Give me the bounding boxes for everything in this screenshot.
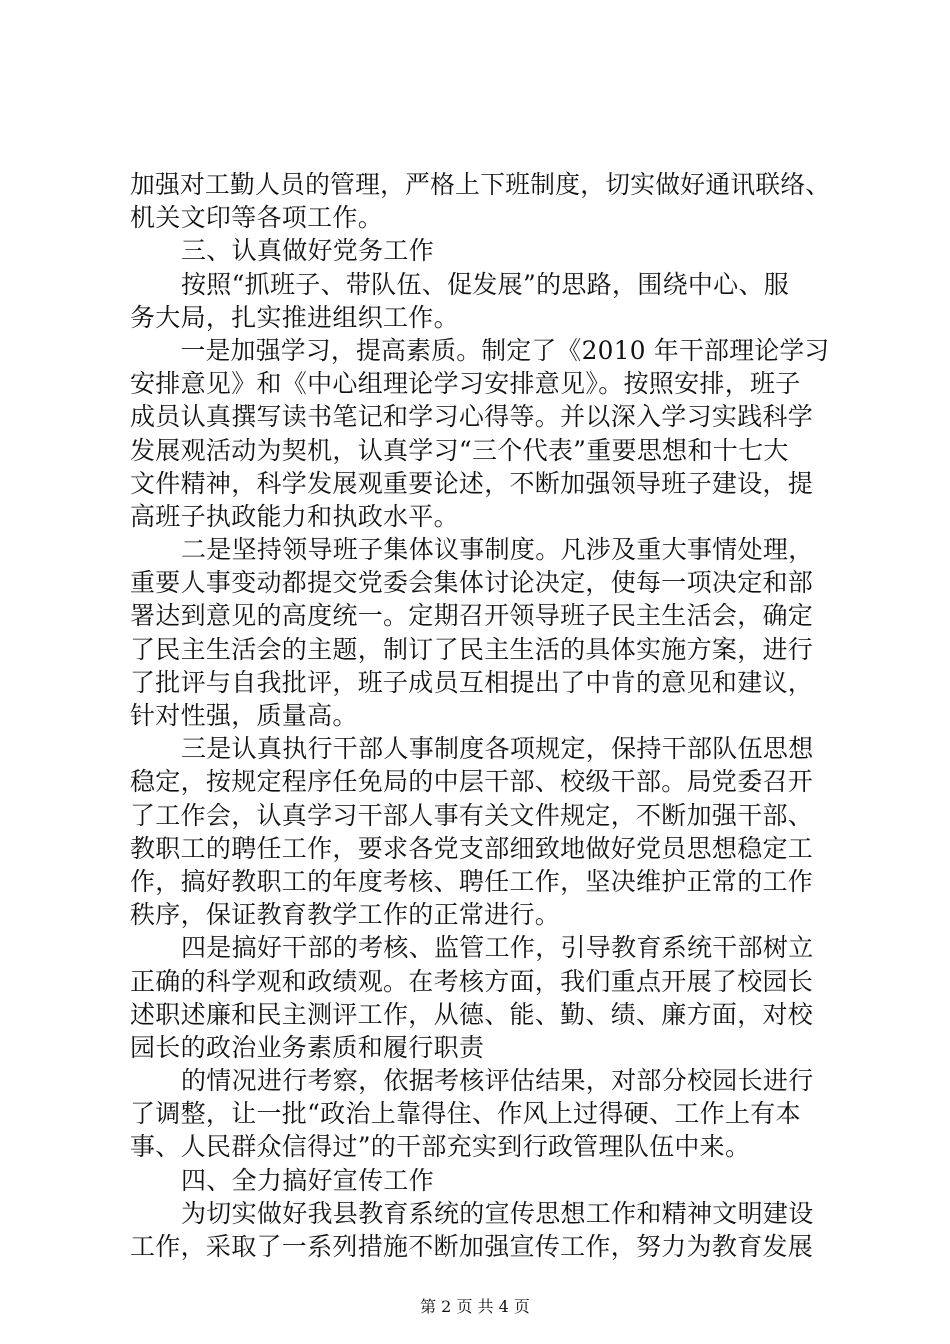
text-line: 为切实做好我县教育系统的宣传思想工作和精神文明建设 bbox=[181, 1198, 814, 1228]
document-body bbox=[130, 168, 830, 1263]
text-line: 务大局，扎实推进组织工作。 bbox=[130, 302, 459, 332]
text-line: 文件精神，科学发展观重要论述，不断加强领导班子建设，提 bbox=[130, 468, 814, 498]
text-line: 机关文印等各项工作。 bbox=[130, 203, 384, 233]
text-line: 了工作会，认真学习干部人事有关文件规定，不断加强干部、 bbox=[130, 800, 814, 830]
text-line: 的情况进行考察，依据考核评估结果，对部分校园长进行 bbox=[181, 1066, 814, 1096]
text-line: 正确的科学观和政绩观。在考核方面，我们重点开展了校园长 bbox=[130, 966, 814, 996]
text-line: 三、认真做好党务工作 bbox=[181, 236, 435, 266]
text-line: 重要人事变动都提交党委会集体讨论决定，使每一项决定和部 bbox=[130, 568, 814, 598]
text-line: 了民主生活会的主题，制订了民主生活的具体实施方案，进行 bbox=[130, 634, 814, 664]
text-line: 成员认真撰写读书笔记和学习心得等。并以深入学习实践科学 bbox=[130, 402, 814, 432]
text-line: 高班子执政能力和执政水平。 bbox=[130, 501, 459, 531]
text-line: 述职述廉和民主测评工作，从德、能、勤、绩、廉方面，对校 bbox=[130, 999, 814, 1029]
text-line: 秩序，保证教育教学工作的正常进行。 bbox=[130, 900, 561, 930]
text-line: 发展观活动为契机，认真学习“三个代表”重要思想和十七大 bbox=[130, 435, 789, 465]
text-line: 针对性强，质量高。 bbox=[130, 701, 358, 730]
text-line: 作，搞好教职工的年度考核、聘任工作，坚决维护正常的工作 bbox=[130, 866, 814, 896]
text-line: 园长的政治业务素质和履行职责 bbox=[130, 1032, 485, 1062]
text-line: 了批评与自我批评，班子成员互相提出了中肯的意见和建议， bbox=[130, 667, 814, 697]
text-line: 安排意见》和《中心组理论学习安排意见》。按照安排，班子 bbox=[130, 369, 801, 399]
text-line: 加强对工勤人员的管理，严格上下班制度，切实做好通讯联络、 bbox=[130, 170, 831, 199]
text-line: 工作，采取了一系列措施不断加强宣传工作，努力为教育发展 bbox=[130, 1232, 814, 1261]
text-line: 三是认真执行干部人事制度各项规定，保持干部队伍思想 bbox=[181, 734, 814, 764]
text-line: 四、全力搞好宣传工作 bbox=[181, 1165, 435, 1195]
text-line: 署达到意见的高度统一。定期召开领导班子民主生活会，确定 bbox=[130, 601, 814, 631]
text-line: 教职工的聘任工作，要求各党支部细致地做好党员思想稳定工 bbox=[130, 833, 814, 863]
text-line: 二是坚持领导班子集体议事制度。凡涉及重大事情处理， bbox=[181, 535, 814, 565]
page-footer: 第 2 页 共 4 页 bbox=[420, 1297, 530, 1316]
text-line: 一是加强学习，提高素质。制定了《2010 年干部理论学习 bbox=[180, 335, 830, 365]
text-line: 按照“抓班子、带队伍、促发展”的思路，围绕中心、服 bbox=[181, 269, 790, 299]
text-line: 事、人民群众信得过”的干部充实到行政管理队伍中来。 bbox=[130, 1132, 751, 1162]
text-line: 四是搞好干部的考核、监管工作，引导教育系统干部树立 bbox=[181, 933, 814, 963]
text-line: 稳定，按规定程序任免局的中层干部、校级干部。局党委召开 bbox=[130, 767, 814, 797]
text-line: 了调整，让一批“政治上靠得住、作风上过得硬、工作上有本 bbox=[130, 1099, 801, 1129]
